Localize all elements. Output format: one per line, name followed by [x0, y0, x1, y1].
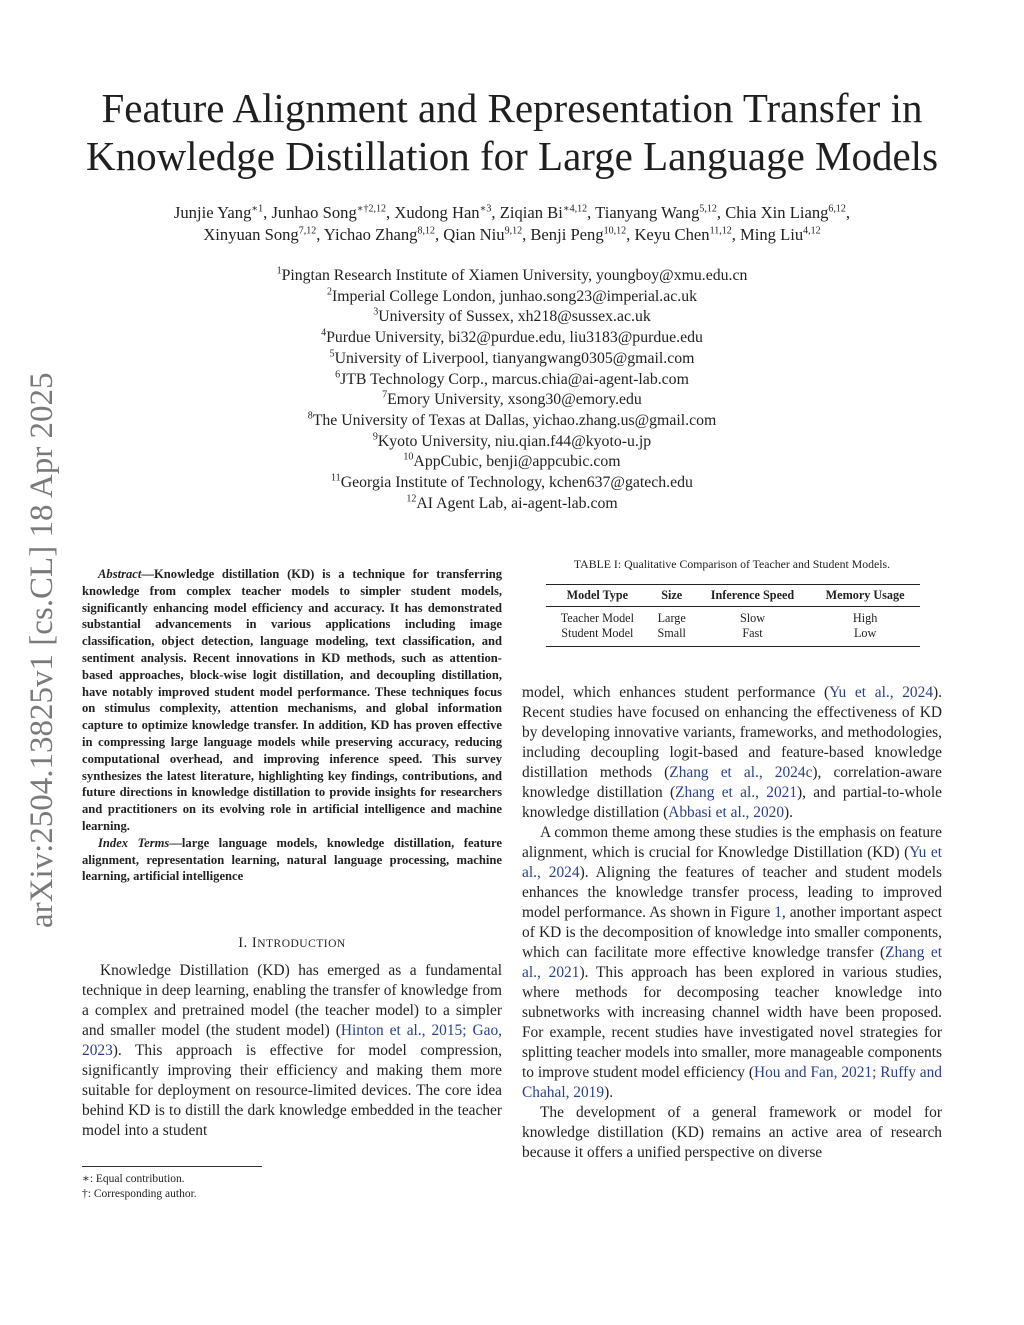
table-header-cell: Memory Usage: [810, 585, 920, 607]
table-cell: Low: [810, 626, 920, 647]
affiliation-number: 8: [307, 410, 313, 422]
table-cell: Teacher Model: [560, 611, 634, 625]
author: [443, 225, 522, 244]
abstract-text: —Knowledge distillation (KD) is a technique for transferring knowledge from complex teacher models to simpler student models, significantly enhancing model efficiency and accuracy. It has demonstrated substantial advancements in various applications including image classification, object detection, language modeling, text classification, and sentiment analysis. Recent innovations in KD methods, such as attention-based approaches, block-wise logit distillation, and decoupling distillation, have notably improved student model performance. These techniques focus on stimulus complexity, attention mechanisms, and global information capture to optimize knowledge transfer. In addition, KD has proven effective in compressing large language models while preserving accuracy, reducing computational overhead, and improving inference speed. This survey synthesizes the latest literature, highlighting key findings, contributions, and future directions in knowledge distillation to provide insights for researchers and practitioners on its evolving role in artificial intelligence and machine learning.: [82, 567, 502, 833]
affiliation-number: 5: [329, 348, 335, 360]
citation-link[interactable]: Zhang et al., 2021: [675, 784, 798, 801]
author: [324, 225, 435, 244]
author: [740, 225, 821, 244]
footnote-equal-contribution: ∗: Equal contribution.: [82, 1173, 185, 1185]
table-caption: TABLE I: Qualitative Comparison of Teacher and Student Models.: [573, 557, 891, 571]
citation-link[interactable]: Hou and Fan, 2021; Ruffy and Chahal, 2019: [522, 1064, 943, 1101]
affiliation-text: Purdue University, bi32@purdue.edu, liu3183@purdue.edu: [326, 329, 703, 347]
affiliation: [150, 452, 874, 473]
affiliation-number: 1: [276, 265, 282, 277]
citation-link[interactable]: Yu et al., 2024: [829, 684, 934, 701]
affiliation: [150, 473, 874, 494]
affiliation: [150, 432, 874, 453]
affiliation-number: 7: [382, 389, 388, 401]
arxiv-identifier: arXiv:2504.13825v1 [cs.CL] 18 Apr 2025: [24, 372, 60, 928]
text-run: Knowledge Distillation (KD) has emerged as a fundamental technique in deep learning, enabling the transfer of knowledge from a complex and pretrained model (the teacher model) to a simpler and smaller model (the student model) (: [82, 962, 502, 1039]
author: [174, 203, 263, 222]
footnote-corresponding-author: †: Corresponding author.: [82, 1188, 197, 1200]
affiliation: [150, 494, 874, 515]
citation-link[interactable]: Abbasi et al., 2020: [668, 804, 785, 821]
affiliation-text: Pingtan Research Institute of Xiamen University, youngboy@xmu.edu.cn: [281, 267, 748, 284]
affiliation-number: 9: [372, 431, 378, 443]
author: [271, 203, 386, 222]
abstract-paragraph: [82, 566, 502, 835]
affiliation-text: AI Agent Lab, ai-agent-lab.com: [416, 494, 618, 512]
author: [725, 203, 846, 222]
author-name: Junhao Song: [271, 203, 357, 222]
affiliation: [150, 266, 874, 287]
index-terms-text: —large language models, knowledge distillation, feature alignment, representation learning, natural language processing, machine learning, artificial intelligence: [82, 835, 502, 884]
text-run: ), and partial-to-whole knowledge distillation (: [522, 784, 942, 821]
affiliation-text: Imperial College London, junhao.song23@imperial.ac.uk: [331, 287, 698, 305]
author-affiliation-mark: ∗†2,12: [356, 203, 387, 215]
section-title-rest: NTRODUCTION: [257, 938, 346, 950]
author: [634, 225, 731, 244]
author-name: Ziqian Bi: [499, 203, 563, 222]
affiliation: [150, 307, 874, 328]
author: [595, 203, 717, 222]
affiliation-text: University of Sussex, xh218@sussex.ac.uk: [378, 308, 651, 326]
affiliation-number: 10: [403, 452, 414, 464]
text-run: ), correlation-aware knowledge distillation (: [522, 764, 942, 801]
table-cell: Student Model: [546, 626, 649, 647]
affiliation-list: [150, 266, 874, 514]
affiliation: [150, 328, 874, 349]
author-name: Benji Peng: [530, 225, 604, 244]
author-affiliation-mark: 8,12: [417, 225, 435, 237]
affiliation-text: JTB Technology Corp., marcus.chia@ai-agent-lab.com: [340, 370, 689, 388]
table-header-cell: Size: [649, 585, 695, 607]
author-name: Tianyang Wang: [595, 203, 700, 222]
affiliation-text: Emory University, xsong30@emory.edu: [387, 391, 642, 409]
affiliation-text: Kyoto University, niu.qian.f44@kyoto-u.jp: [377, 432, 652, 450]
abstract-label: Abstract: [98, 567, 142, 581]
text-run: A common theme among these studies is the emphasis on feature alignment, which is crucial for Knowledge Distillation (KD) (: [522, 824, 942, 861]
affiliation-number: 12: [406, 493, 417, 505]
table-cell: Small: [649, 626, 695, 647]
table-header-cell: Inference Speed: [695, 585, 810, 607]
introduction-body: [82, 961, 502, 1141]
affiliation-number: 6: [335, 369, 341, 381]
citation-link[interactable]: 1: [774, 904, 782, 921]
author-affiliation-mark: 11,12: [709, 225, 732, 237]
author-name: Ming Liu: [740, 225, 804, 244]
index-terms-label: Index Terms: [98, 835, 170, 850]
table-cell: Slow: [739, 611, 765, 625]
affiliation: [150, 390, 874, 411]
text-run: model, which enhances student performance (: [522, 684, 830, 701]
text-run: ). This approach is effective for model compression, significantly improving their efficiency and making them more suitable for deployment on resource-limited devices. The core idea behind KD is to distill the dark knowledge embedded in the teacher model into a student: [82, 1042, 502, 1139]
author-affiliation-mark: 9,12: [504, 225, 523, 237]
author-affiliation-mark: 10,12: [603, 225, 627, 237]
author-name: Yichao Zhang: [323, 225, 418, 244]
table-cell: Large: [657, 611, 686, 625]
affiliation-number: 11: [331, 472, 341, 484]
footnote-divider: [82, 1166, 262, 1167]
text-run: ). Aligning the features of teacher and student models enhances the knowledge transfer process, leading to improved model performance. As shown in Figure: [522, 864, 943, 921]
citation-link[interactable]: Yu et al., 2024: [522, 844, 942, 881]
table-header-cell: Model Type: [546, 585, 649, 607]
author: [203, 225, 316, 244]
affiliation: [150, 411, 874, 432]
section-numeral: I.: [238, 935, 248, 951]
intro-paragraph: [82, 961, 502, 1141]
text-run: ). This approach has been explored in various studies, where methods for decomposing teacher knowledge into subnetworks with increasing channel width have been proposed. For example, recent studies have investigated novel strategies for splitting teacher models into smaller, more manageable components to improve student model efficiency (: [522, 964, 942, 1081]
abstract: [82, 566, 502, 885]
citation-link[interactable]: Hinton et al., 2015; Gao, 2023: [82, 1022, 502, 1059]
author-affiliation-mark: ∗3: [479, 203, 492, 215]
affiliation: [150, 370, 874, 391]
text-run: ). Recent studies have focused on enhancing the effectiveness of KD by developing innovative variants, frameworks, and methodologies, including decoupling logit-based and feature-based knowledge distillation methods (: [522, 684, 942, 781]
author-affiliation-mark: 6,12: [828, 203, 846, 215]
table-cell: High: [852, 611, 878, 625]
author-affiliation-mark: ∗1: [251, 203, 264, 215]
table-row: [546, 607, 920, 627]
author-name: Keyu Chen: [634, 225, 710, 244]
section-title-initial: I: [251, 935, 258, 951]
citation-link[interactable]: Zhang et al., 2021: [522, 944, 942, 981]
author-name: Xinyuan Song: [203, 225, 299, 244]
author: [500, 203, 587, 222]
affiliation-number: 3: [373, 307, 379, 319]
table-row: [546, 626, 920, 647]
affiliation-text: Georgia Institute of Technology, kchen637@gatech.edu: [340, 474, 693, 492]
index-terms: [82, 835, 502, 885]
section-heading-introduction: [82, 935, 502, 952]
paper-title: Feature Alignment and Representation Transfer in Knowledge Distillation for Large Language Models: [85, 85, 939, 179]
author-name: Xudong Han: [394, 203, 480, 222]
author-name: Qian Niu: [443, 225, 505, 244]
author: [530, 225, 626, 244]
text-run: ).: [604, 1084, 614, 1101]
footnotes: [82, 1172, 382, 1202]
body-paragraph: [522, 683, 942, 823]
author-list: Junjie Yang$^{∗1}$, Junhao Song$^{∗\dagger 2,12}$, Xudong Han$^{∗3}$, Ziqian $Bi^{∗4,12}$, Tianyang Wang$^{5,12}$, Chia Xin Liang$^{6,12}$, Xinyuan Song$^{7,12}$, Yichao Zhang$^{8,12}$, Qian Niu$^{9,12}$, Benji Peng$^{10,12}$, Keyu Chen$^{11,12}$, Ming Liu$^{4,12}$: [173, 203, 851, 244]
body-paragraph: [522, 1103, 942, 1163]
affiliation-text: AppCubic, benji@appcubic.com: [413, 453, 621, 471]
right-column-body: [522, 683, 942, 1163]
affiliation-text: University of Liverpool, tianyangwang0305@gmail.com: [334, 349, 695, 367]
text-run: ).: [784, 804, 794, 821]
author-name: Junjie Yang: [173, 203, 252, 222]
author-name: Chia Xin Liang: [725, 203, 829, 222]
affiliation-number: 2: [326, 286, 332, 298]
affiliation: [150, 349, 874, 370]
table-header-row: [546, 585, 920, 607]
comparison-table: [546, 584, 920, 647]
author-affiliation-mark: 5,12: [699, 203, 717, 215]
text-run: The development of a general framework or model for knowledge distillation (KD) remains an active area of research because it offers a unified perspective on diverse: [522, 1104, 942, 1161]
affiliation: [150, 287, 874, 308]
author-affiliation-mark: ∗4,12: [562, 203, 588, 215]
body-paragraph: [522, 823, 942, 1103]
text-run: , another important aspect of KD is the decomposition of knowledge into smaller components, which can facilitate more effective knowledge transfer (: [522, 904, 942, 961]
affiliation-text: The University of Texas at Dallas, yichao.zhang.us@gmail.com: [312, 411, 717, 429]
author: [394, 203, 491, 222]
citation-link[interactable]: Zhang et al., 2024c: [669, 764, 813, 781]
table-cell: Fast: [695, 626, 810, 647]
affiliation-number: 4: [321, 327, 327, 339]
author-affiliation-mark: 7,12: [298, 225, 317, 237]
author-affiliation-mark: 4,12: [803, 225, 821, 237]
